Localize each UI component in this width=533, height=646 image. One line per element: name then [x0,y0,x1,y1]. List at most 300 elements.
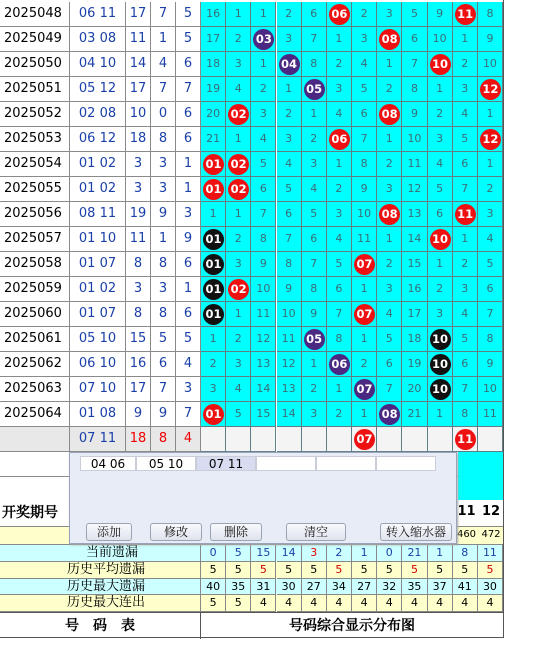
miss-cell: 5 [453,127,478,152]
miss-cell: 3 [302,402,327,427]
miss-cell: 3 [377,177,402,202]
cell-period: 2025059 [0,277,70,302]
table-row [0,77,201,102]
miss-cell: 4 [453,102,478,127]
stat-value: 15 [251,545,276,562]
miss-cell: 5 [302,202,327,227]
table-row [0,177,201,202]
number-ball: 01 [203,279,224,300]
cell-period: 2025048 [0,2,70,27]
stat-value: 4 [402,595,427,612]
segment-1[interactable]: 04 06 [80,456,136,471]
cell-mod: 1 [176,152,201,177]
stat-value: 27 [352,579,377,596]
miss-cell: 8 [402,77,427,102]
miss-cell: 1 [352,277,377,302]
miss-cell: 15 [402,252,427,277]
miss-cell: 3 [251,102,276,127]
cell-period: 2025053 [0,127,70,152]
empty-cell [428,427,453,452]
miss-cell: 7 [453,177,478,202]
stat-value: 1 [428,545,453,562]
cell-nums: 01 07 [70,302,126,327]
miss-cell: 3 [327,77,352,102]
stat-label: 历史平均遗漏 [0,562,201,579]
cell-period: 2025060 [0,302,70,327]
number-ball: 07 [354,379,375,400]
stat-value: 5 [251,562,276,579]
number-ball: 10 [430,329,451,350]
miss-cell: 3 [226,352,251,377]
cell-sum: 9 [126,402,151,427]
empty-cell [201,427,226,452]
table-row [0,2,201,27]
cell-sum: 3 [126,152,151,177]
stat-value: 35 [402,579,427,596]
number-ball: 06 [329,4,350,25]
miss-cell: 2 [226,327,251,352]
miss-cell: 11 [402,152,427,177]
miss-cell: 4 [428,152,453,177]
number-ball: 01 [203,304,224,325]
miss-cell: 8 [478,2,503,27]
cell-nums: 01 02 [70,177,126,202]
miss-cell: 20 [402,377,427,402]
segment-6[interactable] [376,456,436,471]
miss-cell: 4 [478,227,503,252]
miss-cell: 3 [377,2,402,27]
miss-cell: 16 [402,277,427,302]
miss-cell: 5 [428,177,453,202]
cell-mod: 5 [176,2,201,27]
cell-period: 2025064 [0,402,70,427]
cell-sum: 15 [126,327,151,352]
cell-sum: 18 [126,127,151,152]
stat-value: 4 [478,595,503,612]
stat-value: 5 [201,595,226,612]
miss-cell: 4 [226,77,251,102]
miss-cell: 1 [327,377,352,402]
miss-cell: 3 [478,202,503,227]
cell-sum: 16 [126,352,151,377]
number-ball: 02 [228,179,249,200]
miss-cell: 20 [201,102,226,127]
miss-cell: 7 [251,202,276,227]
cell-nums: 04 10 [70,52,126,77]
number-ball: 02 [228,279,249,300]
stat-value: 41 [453,579,478,596]
cell-mod: 3 [176,202,201,227]
stat-value: 5 [453,562,478,579]
miss-cell: 7 [453,377,478,402]
table-row [0,227,201,252]
stat-value: 1 [352,545,377,562]
stat-row [0,545,503,562]
miss-cell: 2 [327,52,352,77]
miss-cell: 9 [251,252,276,277]
stat-row [0,595,503,612]
miss-cell: 10 [478,52,503,77]
number-ball: 12 [480,79,501,100]
cell-mod: 4 [176,427,201,452]
miss-cell: 6 [327,277,352,302]
chart-row [201,377,503,402]
miss-cell: 14 [402,227,427,252]
miss-cell: 3 [226,52,251,77]
stat-value: 5 [226,545,251,562]
miss-cell: 6 [377,352,402,377]
miss-cell: 11 [478,402,503,427]
miss-cell: 1 [377,227,402,252]
miss-cell: 19 [201,77,226,102]
table-row [0,52,201,77]
number-ball: 06 [329,129,350,150]
cell-span: 9 [151,202,176,227]
empty-cell [302,427,327,452]
stat-value: 4 [327,595,352,612]
miss-cell: 2 [478,177,503,202]
miss-cell: 18 [402,327,427,352]
stat-value: 4 [251,595,276,612]
miss-cell: 4 [352,52,377,77]
cell-period: 2025049 [0,27,70,52]
miss-cell: 14 [277,402,302,427]
stat-value: 27 [302,579,327,596]
cell-sum: 11 [126,27,151,52]
cell-period: 2025050 [0,52,70,77]
cell-mod: 7 [176,77,201,102]
chart-row [201,302,503,327]
miss-cell: 5 [226,402,251,427]
segment-4[interactable] [256,456,316,471]
miss-cell: 21 [402,402,427,427]
miss-cell: 3 [327,202,352,227]
miss-cell: 5 [277,177,302,202]
miss-cell: 1 [377,52,402,77]
number-ball: 11 [455,204,476,225]
number-ball: 02 [228,104,249,125]
clear-button[interactable]: 清空 [286,523,346,541]
miss-cell: 16 [201,2,226,27]
chart-row [201,252,503,277]
stat-value: 5 [377,562,402,579]
miss-cell: 11 [352,227,377,252]
delete-button[interactable]: 删除 [210,523,262,541]
number-ball: 10 [430,54,451,75]
miss-cell: 14 [251,377,276,402]
segment-2[interactable]: 05 10 [136,456,196,471]
stat-value: 35 [226,579,251,596]
miss-cell: 7 [277,227,302,252]
miss-cell: 3 [277,127,302,152]
miss-cell: 4 [453,302,478,327]
miss-cell: 8 [277,252,302,277]
edit-button[interactable]: 修改 [150,523,202,541]
empty-cell [277,427,302,452]
table-row [0,402,201,427]
miss-cell: 19 [402,352,427,377]
miss-cell: 7 [302,27,327,52]
miss-cell: 4 [277,152,302,177]
stat-value: 2 [327,545,352,562]
miss-cell: 1 [226,127,251,152]
miss-cell: 6 [428,202,453,227]
number-ball: 11 [455,4,476,25]
miss-cell: 18 [201,52,226,77]
miss-cell: 9 [478,352,503,377]
miss-cell: 1 [327,152,352,177]
miss-cell: 1 [453,27,478,52]
cell-mod: 5 [176,27,201,52]
cell-nums: 06 12 [70,127,126,152]
miss-cell: 9 [302,302,327,327]
miss-cell: 10 [402,127,427,152]
cell-span: 0 [151,102,176,127]
miss-cell: 2 [277,102,302,127]
cell-sum: 3 [126,177,151,202]
miss-cell: 9 [402,102,427,127]
stat-value: 0 [201,545,226,562]
miss-cell: 1 [302,102,327,127]
stat-value: 5 [302,562,327,579]
miss-cell: 11 [277,327,302,352]
miss-cell: 15 [251,402,276,427]
cell-mod: 6 [176,302,201,327]
freq-11: 460 [456,529,477,540]
cell-mod: 5 [176,327,201,352]
cell-mod: 3 [176,377,201,402]
miss-cell: 13 [251,352,276,377]
cell-span: 3 [151,277,176,302]
number-ball: 10 [430,354,451,375]
empty-cell [251,427,276,452]
stat-value: 5 [478,562,503,579]
miss-cell: 1 [201,202,226,227]
number-ball: 08 [379,29,400,50]
segment-5[interactable] [316,456,376,471]
miss-cell: 4 [327,227,352,252]
cell-mod: 9 [176,227,201,252]
cell-nums: 03 08 [70,27,126,52]
table-row [0,277,201,302]
freq-12: 472 [481,529,501,540]
stat-value: 4 [352,595,377,612]
miss-cell: 2 [302,127,327,152]
miss-cell: 1 [226,2,251,27]
miss-cell: 17 [402,302,427,327]
cell-span: 7 [151,77,176,102]
number-ball: 08 [379,204,400,225]
miss-cell: 1 [377,127,402,152]
cell-nums: 01 07 [70,252,126,277]
table-row [0,252,201,277]
stat-value: 14 [277,545,302,562]
miss-cell: 3 [226,252,251,277]
stat-label: 历史最大连出 [0,595,201,612]
stat-value: 8 [453,545,478,562]
cell-sum: 17 [126,2,151,27]
cell-span: 9 [151,402,176,427]
miss-cell: 6 [453,152,478,177]
cell-nums: 07 10 [70,377,126,402]
miss-cell: 6 [302,227,327,252]
miss-cell: 1 [453,227,478,252]
miss-cell: 1 [201,327,226,352]
cell-sum: 18 [126,427,151,452]
miss-cell: 1 [352,327,377,352]
cell-mod: 6 [176,252,201,277]
miss-cell: 3 [201,377,226,402]
stat-row [0,579,503,596]
cyan-strip [458,452,503,502]
miss-cell: 8 [302,52,327,77]
cell-nums: 02 08 [70,102,126,127]
cell-span: 7 [151,2,176,27]
miss-cell: 6 [352,102,377,127]
cell-period: 2025055 [0,177,70,202]
miss-cell: 5 [352,77,377,102]
miss-cell: 4 [377,302,402,327]
number-ball: 05 [304,79,325,100]
table-row [0,352,201,377]
cell-sum: 10 [126,102,151,127]
miss-cell: 2 [277,2,302,27]
stat-value: 4 [377,595,402,612]
miss-cell: 2 [453,252,478,277]
miss-cell: 5 [251,152,276,177]
miss-cell: 5 [402,2,427,27]
cell-nums: 07 11 [70,427,126,452]
miss-cell: 17 [201,27,226,52]
miss-cell: 7 [352,127,377,152]
stat-value: 5 [428,562,453,579]
empty-cell [478,427,503,452]
miss-cell: 10 [428,27,453,52]
stat-value: 5 [226,562,251,579]
miss-cell: 3 [352,27,377,52]
cell-mod: 6 [176,102,201,127]
stat-value: 11 [478,545,503,562]
right-border [503,0,504,638]
miss-cell: 2 [302,377,327,402]
chart-row [201,327,503,352]
stat-value: 5 [352,562,377,579]
miss-cell: 1 [226,302,251,327]
cell-sum: 8 [126,302,151,327]
miss-cell: 2 [352,352,377,377]
miss-cell: 6 [277,202,302,227]
cell-mod: 6 [176,52,201,77]
period-header: 开奖期号 [2,505,58,521]
cell-mod: 7 [176,402,201,427]
number-ball: 12 [480,129,501,150]
miss-cell: 6 [453,352,478,377]
cell-nums: 01 02 [70,152,126,177]
segment-3[interactable]: 07 11 [196,456,256,471]
miss-cell: 7 [478,302,503,327]
miss-cell: 12 [251,327,276,352]
miss-cell: 7 [302,252,327,277]
cell-nums: 08 11 [70,202,126,227]
stat-value: 32 [377,579,402,596]
miss-cell: 2 [352,2,377,27]
table-row [0,102,201,127]
stat-value: 5 [327,562,352,579]
cell-span: 1 [151,27,176,52]
miss-cell: 12 [402,177,427,202]
miss-cell: 2 [377,152,402,177]
stat-value: 5 [226,595,251,612]
miss-cell: 5 [377,327,402,352]
cell-mod: 6 [176,127,201,152]
cell-mod: 1 [176,277,201,302]
miss-cell: 9 [352,177,377,202]
empty-cell [377,427,402,452]
table-row [0,327,201,352]
cell-span: 8 [151,302,176,327]
miss-cell: 2 [428,102,453,127]
stat-value: 37 [428,579,453,596]
footer-left-label: 号 码 表 [0,613,201,639]
cell-mod: 4 [176,352,201,377]
miss-cell: 2 [377,252,402,277]
cell-span: 6 [151,352,176,377]
stat-value: 3 [302,545,327,562]
cell-sum: 17 [126,377,151,402]
cell-sum: 11 [126,227,151,252]
miss-cell: 1 [428,77,453,102]
miss-cell: 1 [251,52,276,77]
cell-nums: 01 10 [70,227,126,252]
number-ball: 01 [203,154,224,175]
miss-cell: 1 [352,402,377,427]
stat-value: 5 [402,562,427,579]
miss-cell: 12 [277,352,302,377]
number-ball: 10 [430,229,451,250]
add-button[interactable]: 添加 [86,523,132,541]
miss-cell: 3 [453,277,478,302]
miss-cell: 13 [277,377,302,402]
stat-value: 4 [302,595,327,612]
miss-cell: 7 [402,52,427,77]
cell-nums: 06 10 [70,352,126,377]
miss-cell: 3 [428,302,453,327]
transfer-to-filter-button[interactable]: 转入缩水器 [380,523,452,541]
cell-sum: 8 [126,252,151,277]
stat-value: 40 [201,579,226,596]
miss-cell: 7 [377,377,402,402]
cell-period: 2025062 [0,352,70,377]
miss-cell: 10 [277,302,302,327]
table-row [0,152,201,177]
number-ball: 05 [304,329,325,350]
stat-row [0,562,503,579]
cell-span: 8 [151,127,176,152]
miss-cell: 6 [302,2,327,27]
miss-cell: 2 [226,227,251,252]
miss-cell: 2 [377,77,402,102]
miss-cell: 1 [478,102,503,127]
chart-row [201,227,503,252]
stat-value: 5 [277,562,302,579]
miss-cell: 1 [251,2,276,27]
miss-cell: 2 [453,52,478,77]
chart-row [201,352,503,377]
cell-period: 2025051 [0,77,70,102]
chart-row [201,402,503,427]
miss-cell: 4 [251,127,276,152]
miss-cell: 13 [402,202,427,227]
